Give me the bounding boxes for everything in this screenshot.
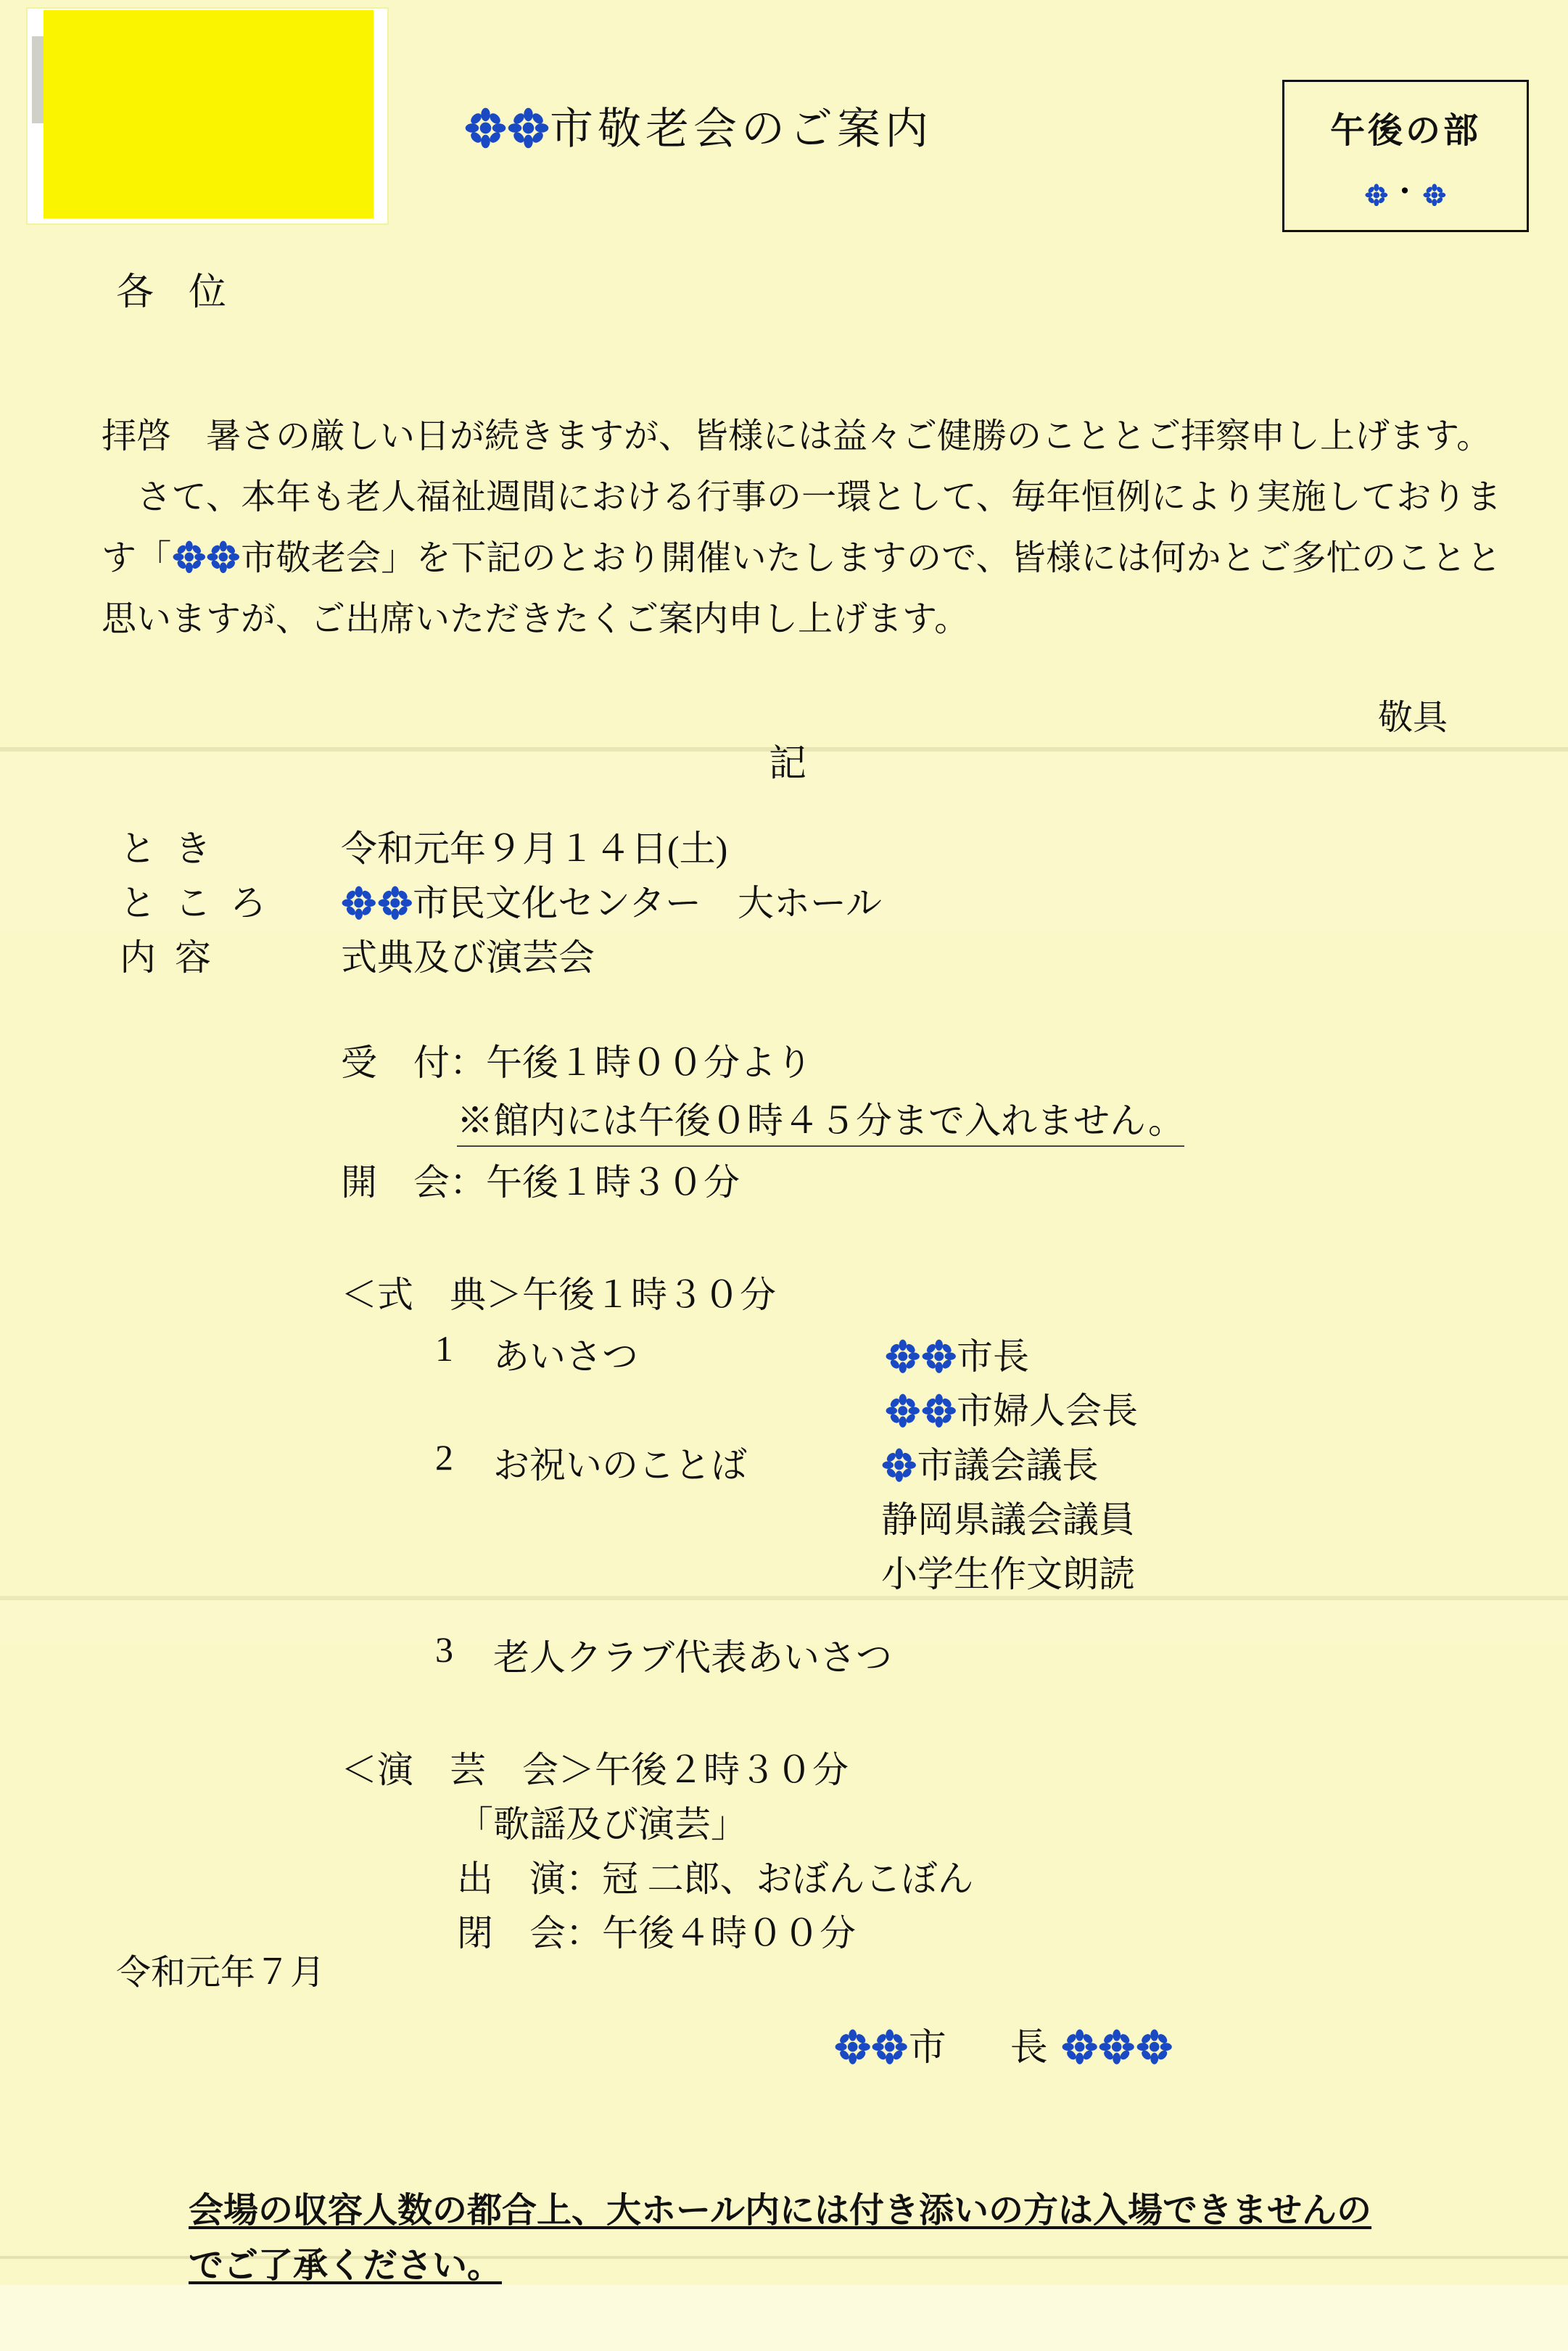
addressee: 各位 — [116, 272, 262, 313]
redaction-flower-icon — [378, 886, 413, 921]
badge-label: 午後の部 — [1329, 112, 1481, 150]
ceremony-item-2-speaker-1 — [881, 1436, 1099, 1489]
redaction-flower-icon — [922, 1339, 957, 1374]
redaction-flower-icon — [882, 1448, 917, 1483]
redaction-flower-icon — [886, 1393, 920, 1428]
redaction-flower-icon — [1099, 2029, 1134, 2064]
signature-date: 令和元年７月 — [116, 1953, 326, 1992]
signature-title-text: 市 長 — [908, 2027, 1061, 2069]
redaction-flower-icon — [465, 107, 506, 149]
redaction-flower-icon — [835, 2029, 870, 2064]
signature-line — [834, 2017, 1173, 2071]
performance-subtitle: 「歌謡及び演芸」 — [457, 1804, 747, 1845]
ceremony-item-3-label: 老人クラブ代表あいさつ — [493, 1637, 892, 1678]
ceremony-item-2-speaker-1-text: 市議会議長 — [917, 1445, 1099, 1486]
redaction-flower-icon — [173, 540, 206, 574]
bottom-notice-line-2: でご了承ください。 — [189, 2247, 503, 2285]
badge-redaction — [1284, 165, 1527, 212]
redaction-highlight — [44, 10, 374, 218]
redaction-flower-icon — [342, 886, 376, 921]
detail-label-date: とき — [120, 828, 230, 869]
redaction-flower-icon — [207, 540, 240, 574]
ceremony-item-1-no: 1 — [435, 1328, 453, 1369]
ceremony-item-3-no: 3 — [435, 1629, 453, 1670]
letter-closing: 敬具 — [1378, 699, 1448, 737]
performance-closing-time: 閉 会：午後４時００分 — [457, 1913, 856, 1953]
ceremony-item-2-speaker-3: 小学生作文朗読 — [881, 1554, 1135, 1594]
redaction-flower-icon — [1423, 184, 1446, 207]
afternoon-session-badge — [1282, 80, 1529, 232]
body-paragraph-2-part2: 市敬老会」を下記のとおり開催いたしますので、皆様には何かとご多忙のことと思いますが、ご出席いただきたくご案内申し上げます。 — [102, 539, 1501, 638]
page-title — [464, 94, 933, 157]
detail-label-place: ところ — [120, 883, 285, 923]
ceremony-item-1-speaker-2-text: 市婦人会長 — [957, 1391, 1138, 1431]
bottom-notice — [189, 2183, 1494, 2294]
ceremony-heading: ＜式 典＞午後１時３０分 — [341, 1275, 776, 1315]
ceremony-item-2-label: お祝いのことば — [493, 1445, 747, 1486]
detail-value-place — [341, 874, 882, 926]
page-title-text: 市敬老会のご案内 — [550, 105, 933, 153]
bottom-notice-line-1: 会場の収容人数の都合上、大ホール内には付き添いの方は入場できませんの — [189, 2191, 1372, 2230]
redaction-flower-icon — [1136, 2029, 1172, 2064]
redaction-edge — [32, 36, 44, 123]
redaction-flower-icon — [922, 1393, 957, 1428]
body-paragraph-2-part1: さて、本年も老人福祉週間における行事の一環として、毎年恒例により実施しております「 — [102, 478, 1501, 577]
ceremony-item-2-no: 2 — [435, 1437, 453, 1478]
detail-label-content: 内容 — [120, 937, 230, 978]
redaction-flower-icon — [886, 1339, 920, 1374]
detail-value-date: 令和元年９月１４日(土) — [341, 828, 728, 869]
ceremony-item-2-speaker-2: 静岡県議会議員 — [881, 1499, 1135, 1540]
redaction-flower-icon — [1365, 184, 1388, 207]
body-paragraph-1: 拝啓 暑さの厳しい日が続きますが、皆様には益々ご健勝のこととご拝察申し上げます。 — [102, 417, 1492, 456]
performance-cast: 出 演：冠 二郎、おぼんこぼん — [457, 1858, 974, 1899]
badge-separator: ・ — [1389, 174, 1422, 210]
redaction-flower-icon — [508, 107, 549, 149]
ceremony-item-1-label: あいさつ — [493, 1336, 638, 1377]
redaction-flower-icon — [1062, 2029, 1097, 2064]
detail-value-content: 式典及び演芸会 — [341, 937, 595, 978]
ceremony-item-1-speaker-2 — [885, 1382, 1138, 1434]
performance-heading: ＜演 芸 会＞午後２時３０分 — [341, 1750, 849, 1790]
redaction-flower-icon — [872, 2029, 907, 2064]
ki-marker: 記 — [769, 744, 807, 785]
reception-note — [457, 1092, 1184, 1147]
detail-place-text: 市民文化センター 大ホール — [413, 883, 882, 923]
reception-time: 受 付：午後１時００分より — [341, 1042, 812, 1083]
ceremony-item-1-speaker-1-text: 市長 — [957, 1336, 1029, 1377]
letter-body — [102, 406, 1501, 650]
page-bottom-margin — [0, 2285, 1568, 2351]
reception-note-text: ※館内には午後０時４５分まで入れません。 — [457, 1092, 1184, 1147]
scan-band — [0, 1596, 1568, 1600]
opening-time: 開 会：午後１時３０分 — [341, 1162, 740, 1203]
ceremony-item-1-speaker-1 — [885, 1327, 1029, 1380]
